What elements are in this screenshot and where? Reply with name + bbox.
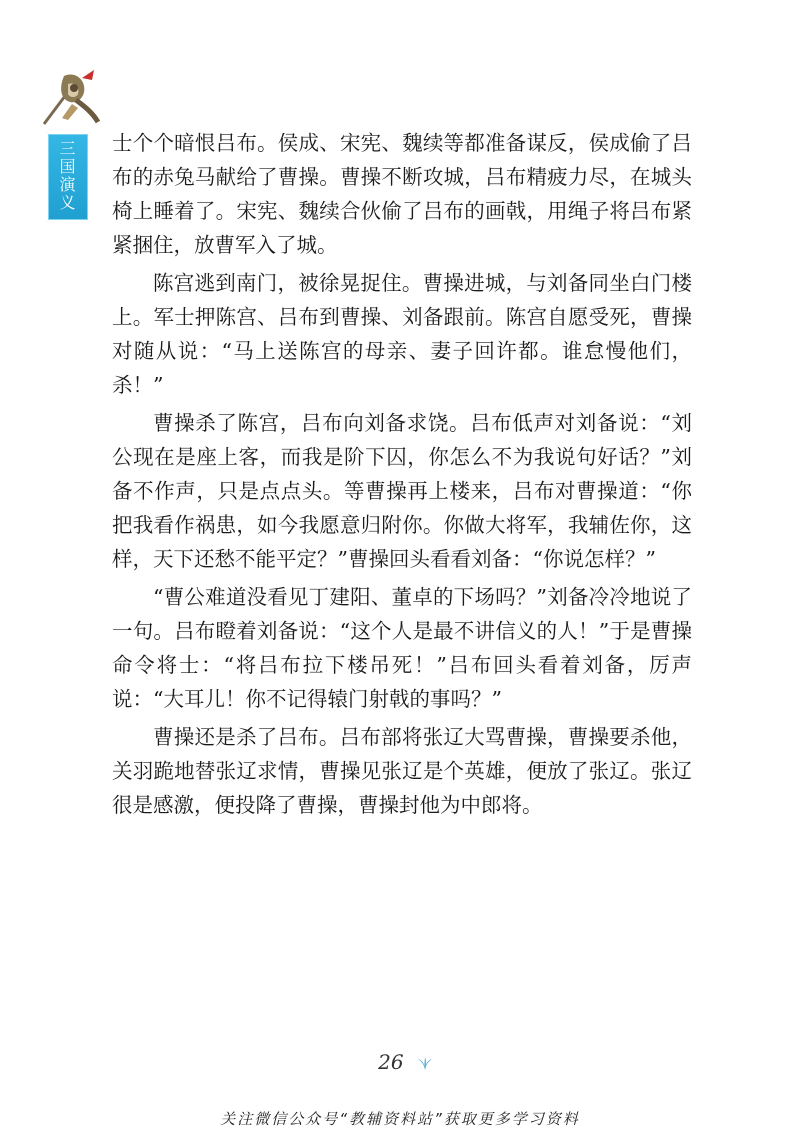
page-number-text: 26 bbox=[378, 1050, 404, 1074]
leaf-icon bbox=[416, 1056, 434, 1072]
page-number bbox=[0, 1050, 800, 1074]
paragraph: 士个个暗恨吕布。侯成、宋宪、魏续等都准备谋反，侯成偷了吕布的赤兔马献给了曹操。曹操不断攻城，吕布精疲力尽，在城头椅上睡着了。宋宪、魏续合伙偷了吕布的画戟，用绳子将吕布紧紧捆住，放曹军入了城。 bbox=[112, 131, 692, 257]
paragraph: 曹操杀了陈宫，吕布向刘备求饶。吕布低声对刘备说：“刘公现在是座上客，而我是阶下囚，你怎么不为我说句好话？”刘备不作声，只是点点头。等曹操再上楼来，吕布对曹操道：“你把我看作祸患，如今我愿意归附你。你做大将军，我辅佐你，这样，天下还愁不能平定？”曹操回头看看刘备：“你说怎样？” bbox=[112, 411, 692, 571]
paragraph: “曹公难道没看见丁建阳、董卓的下场吗？”刘备冷冷地说了一句。吕布瞪着刘备说：“这个人是最不讲信义的人！”于是曹操命令将士：“将吕布拉下楼吊死！”吕布回头看着刘备，厉声说：“大耳儿！你不记得辕门射戟的事吗？” bbox=[112, 585, 692, 711]
side-tab bbox=[46, 132, 90, 222]
warrior-emblem-icon bbox=[38, 66, 104, 132]
paragraph: 陈宫逃到南门，被徐晃捉住。曹操进城，与刘备同坐白门楼上。军士押陈宫、吕布到曹操、刘备跟前。陈宫自愿受死，曹操对随从说：“马上送陈宫的母亲、妻子回许都。谁怠慢他们，杀！” bbox=[112, 271, 692, 397]
paragraph: 曹操还是杀了吕布。吕布部将张辽大骂曹操，曹操要杀他，关羽跪地替张辽求情，曹操见张辽是个英雄，便放了张辽。张辽很是感激，便投降了曹操，曹操封他为中郎将。 bbox=[112, 725, 692, 817]
body-text bbox=[112, 126, 692, 826]
footer-note: 关注微信公众号“教辅资料站”获取更多学习资料 bbox=[220, 1110, 580, 1128]
side-tab-label: 三国演义 bbox=[57, 140, 76, 212]
